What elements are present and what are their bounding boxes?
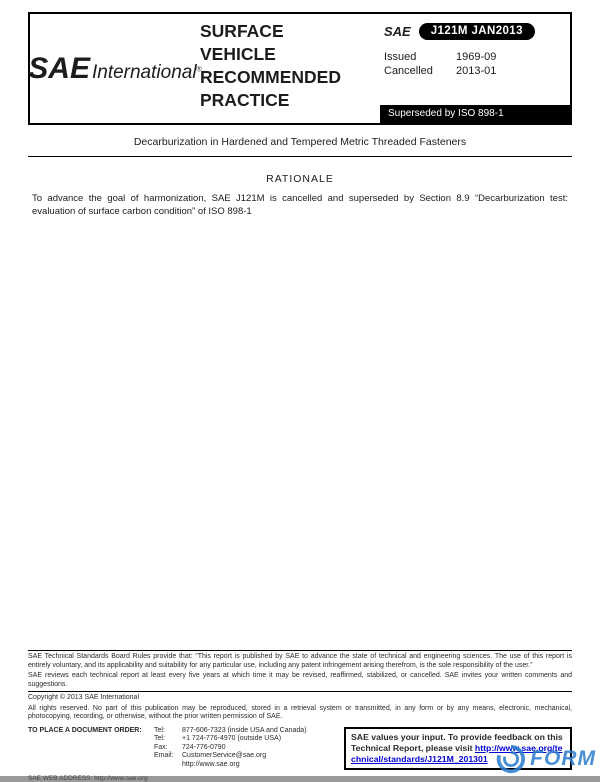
sae-web-address: SAE WEB ADDRESS: http://www.sae.org (28, 774, 148, 782)
footer-divider-top (28, 650, 572, 651)
review-policy: SAE reviews each technical report at least every five years at which time it may be revised, reaffirmed, stabilized, or cancelled. SAE invites your written comments and suggestions. (28, 672, 572, 688)
doc-type-line: RECOMMENDED (200, 67, 341, 87)
contact-row: http://www.sae.org (182, 760, 240, 768)
title-divider (28, 156, 572, 157)
document-type (200, 14, 380, 123)
doc-id-panel (380, 14, 570, 123)
contact-list (154, 727, 307, 770)
document-order-block (28, 727, 307, 770)
order-and-feedback-row (28, 727, 572, 770)
superseded-bar: Superseded by ISO 898-1 (380, 105, 570, 123)
cancelled-row (384, 64, 562, 78)
copyright-line: Copyright © 2013 SAE International (28, 694, 140, 701)
doc-code-badge: J121M JAN2013 (419, 23, 535, 40)
registered-mark: ® (196, 66, 202, 74)
doc-dates (384, 50, 562, 78)
document-title: Decarburization in Hardened and Tempered Metric Threaded Fasteners (133, 136, 467, 148)
contact-row: Fax: 724-776-0790 (154, 743, 226, 751)
doc-type-line: PRACTICE (200, 90, 290, 110)
watermark (495, 743, 596, 775)
contact-row: Email: CustomerService@sae.org (154, 752, 267, 759)
sae-logo-international: International (91, 61, 197, 83)
contact-row: Tel: 877-606-7323 (inside USA and Canada) (154, 726, 307, 734)
order-label: TO PLACE A DOCUMENT ORDER: (28, 726, 142, 734)
sae-mini-logo-icon: SAE (384, 24, 411, 39)
feedback-link[interactable]: http://www.sae.org/technical/standards/J121M_201301 (351, 742, 563, 764)
contact-row: Tel: +1 724-776-4970 (outside USA) (154, 735, 282, 742)
footer (28, 648, 572, 782)
footer-divider-mid (28, 691, 572, 692)
header (28, 12, 572, 125)
rights-reserved: All rights reserved. No part of this publication may be reproduced, stored in a retrieval system or transmitted, in any form or by any means, electronic, mechanical, photocopying, recording, or otherwise, without the prior written permission of SAE. (28, 704, 572, 720)
cancelled-date: 2013-01 (456, 65, 497, 77)
doc-type-line: VEHICLE (200, 44, 276, 64)
watermark-swirl-icon (495, 743, 527, 775)
standards-board-rules: SAE Technical Standards Board Rules provide that: “This report is published by SAE to advance the state of technical and engineering sciences. The use of this report is entirely voluntary, and its applicability and suitability for any particular use, including any patent infringement arising therefrom, is the sole responsibility of the user.” (28, 653, 572, 669)
watermark-text: FORM (530, 747, 596, 770)
cancelled-label: Cancelled (384, 65, 433, 77)
rationale-body: To advance the goal of harmonization, SAE J121M is cancelled and superseded by Section 8.9 “Decarburization test: evaluation of surface carbon condition” of ISO 898-1 (32, 193, 568, 217)
sae-international-logo (30, 14, 200, 123)
issued-row (384, 50, 562, 64)
issued-label: Issued (384, 51, 417, 63)
sae-logo-text: SAE (28, 51, 90, 85)
doc-type-line: SURFACE (200, 21, 284, 41)
doc-code-row (384, 23, 562, 40)
issued-date: 1969-09 (456, 51, 497, 63)
feedback-text: SAE values your input. To provide feedback on this Technical Report, please visit (351, 731, 563, 753)
rationale-heading: RATIONALE (266, 173, 334, 185)
